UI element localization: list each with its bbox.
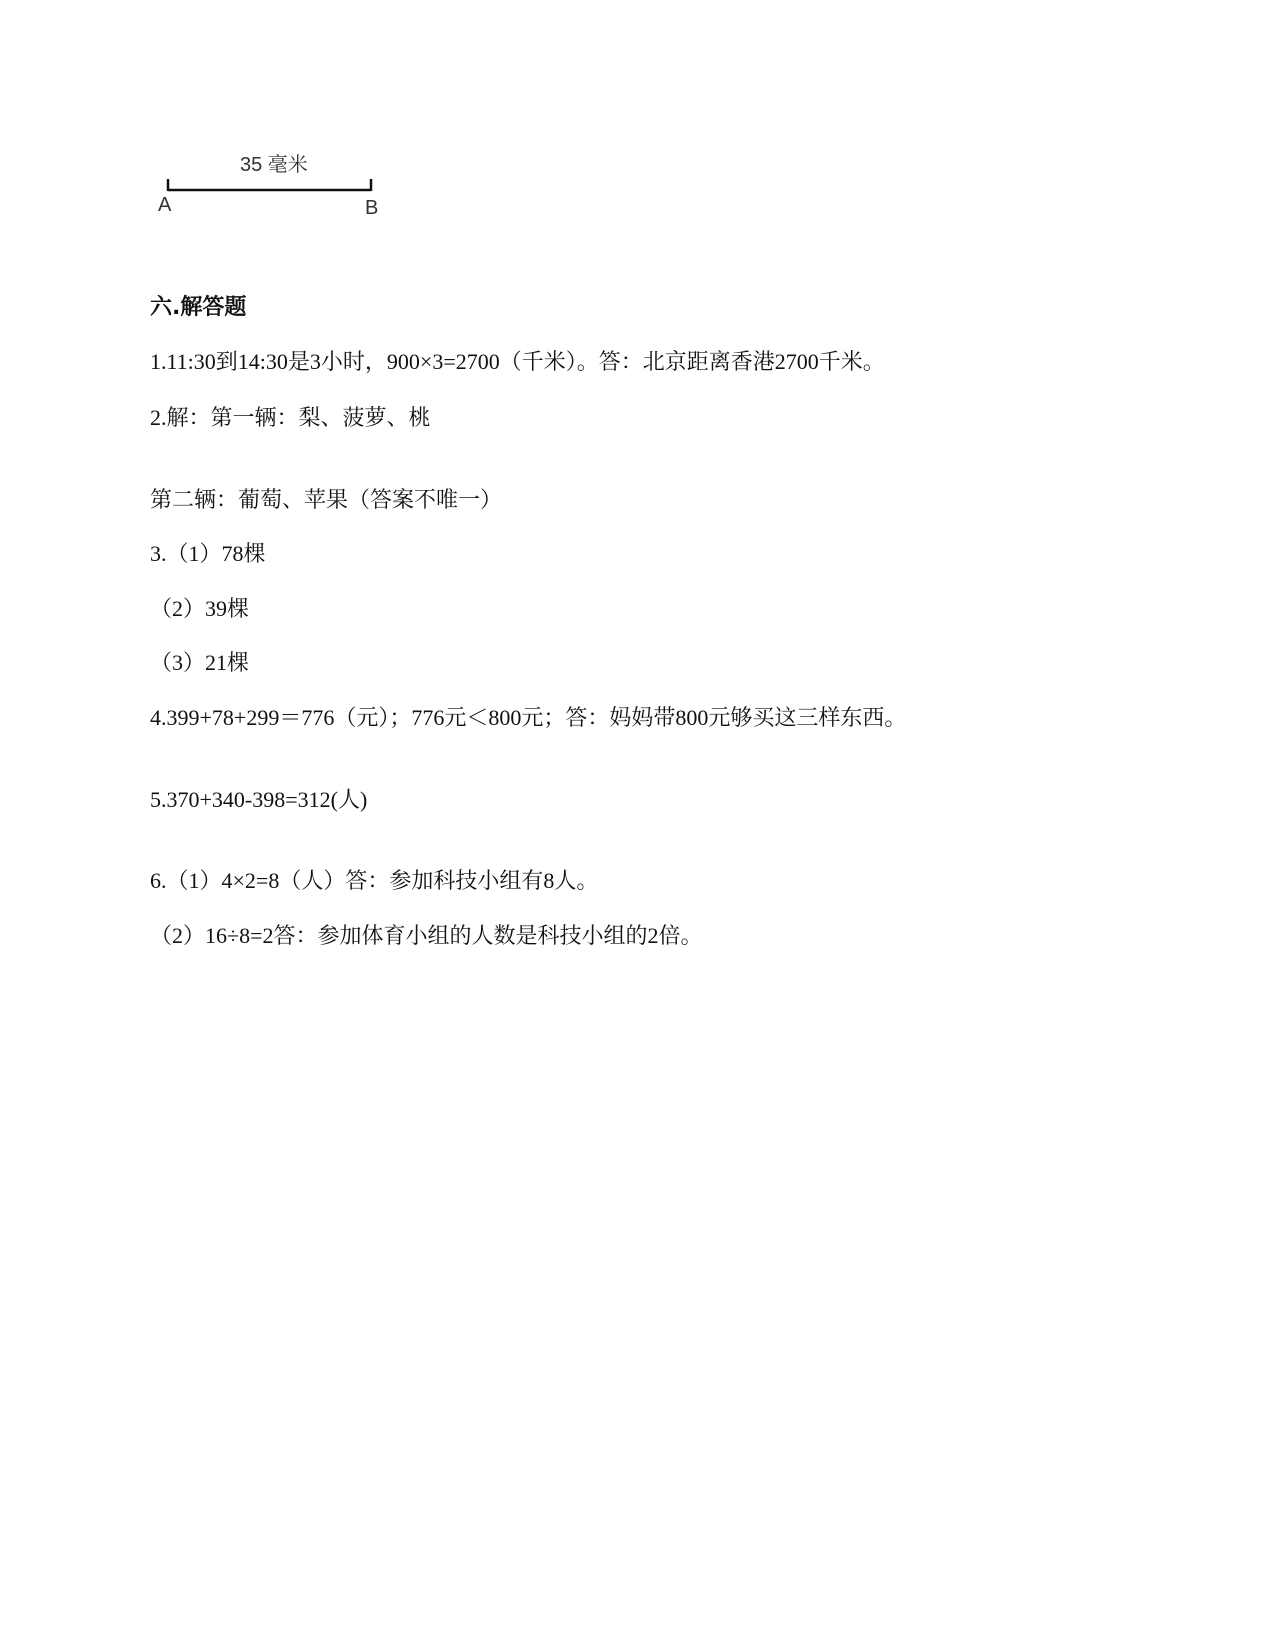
answer-2: 2.解：第一辆：梨、菠萝、桃	[150, 405, 431, 430]
line-segment-figure	[150, 150, 390, 230]
answer-6-part-1: 6.（1）4×2=8（人）答：参加科技小组有8人。	[150, 868, 599, 893]
answer-3-part-1: 3.（1）78棵	[150, 541, 266, 566]
answer-3-part-3: （3）21棵	[150, 650, 250, 675]
point-a-label: A	[158, 194, 172, 216]
answer-5: 5.370+340-398=312(人)	[150, 787, 368, 812]
answer-3-part-2: （2）39棵	[150, 596, 250, 621]
section-heading: 六.解答题	[150, 295, 247, 320]
answer-4: 4.399+78+299＝776（元）；776元＜800元；答：妈妈带800元够买这三样东西。	[150, 705, 907, 730]
answer-6-part-2: （2）16÷8=2答：参加体育小组的人数是科技小组的2倍。	[150, 923, 703, 948]
answer-1: 1.11:30到14:30是3小时，900×3=2700（千米）。答：北京距离香港2700千米。	[150, 349, 885, 374]
answer-2-continued: 第二辆：葡萄、苹果（答案不唯一）	[150, 487, 503, 512]
line-segment-diagram	[150, 150, 390, 230]
segment-length-label: 35 毫米	[240, 154, 308, 176]
point-b-label: B	[365, 197, 379, 219]
